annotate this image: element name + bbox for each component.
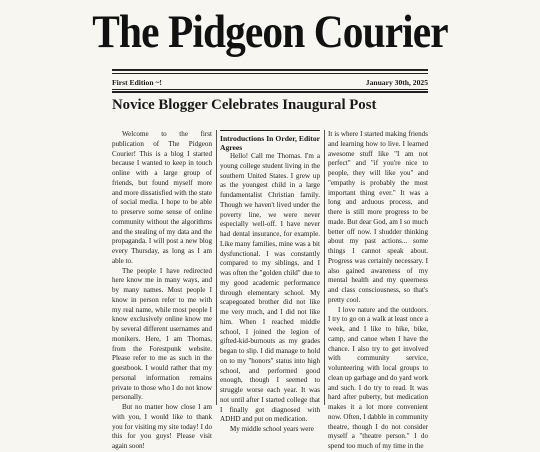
column-divider	[324, 130, 325, 405]
column-2	[220, 130, 320, 433]
edition-rule	[112, 91, 428, 93]
column-2-paragraph: My middle school years were	[230, 425, 314, 433]
edition-bar	[112, 76, 428, 89]
masthead-rule	[112, 69, 428, 71]
edition-rule-thin	[112, 89, 428, 90]
column-3-paragraph: I love nature and the outdoors. I try to go on a walk at least once a week, and I like to hike, bike, camp, and canoe when I have the chance. I also try to get involved with community service, volunteering with local groups to clean up garbage and do yard work and such. I do try to read. It was hard after puberty, but medication makes it a lot more convenient now. Often, I dabble in community theatre, though I do not consider myself a "theatre person." I do spend too much of my time in the	[328, 305, 428, 450]
article-rule	[220, 130, 320, 131]
column-1-paragraph: But no matter how close I am with you, I would like to thank you for visiting my site today! I do this for you guys! Please visit again soon!	[112, 403, 212, 450]
column-3	[328, 130, 428, 450]
column-2-paragraph: Hello! Call me Thomas. I'm a young college student living in the southern United States. I grew up as the youngest child in a large fundamentalist Christian family. Though we haven't lived under the poverty line, we were never especially well-off. I have never had dental insurance, for example. Like many families, mine was a bit dysfunctional. I was constantly compared to my siblings, and I was often the "golden child" due to my good academic performance through elementary school. My scapegoated brother did not like me very much, and I did not like him. When I reached middle school, I joined the legion of gifted-kid-burnouts as my grades began to slip. I did manage to hold on to my "honors" status into high school, and performed good enough, though I seemed to struggle worse each year. It was not until after I started college that I finally got diagnosed with ADHD and put on medication.	[220, 152, 320, 424]
page-headline: Novice Blogger Celebrates Inaugural Post	[112, 97, 377, 113]
column-1-paragraph: The people I have redirected here know me in many ways, and by many names. Most people I know in person refer to me with my real name, while most people I know exclusively online know me by several different usernames and monikers. Here, I am Thomas, from the Forestpunk website. Please refer to me as such in the guestbook. I would rather that my personal information remains private to those who I do not know personally.	[112, 266, 212, 402]
masthead-rule-thin	[112, 73, 428, 74]
column-1	[112, 130, 212, 450]
masthead-title: The Pidgeon Courier	[92, 6, 448, 58]
column-divider	[216, 130, 217, 405]
column-1-paragraph: Welcome to the first publication of The Pidgeon Courier! This is a blog I started because I wanted to keep in touch online with a large group of friends, but found myself more and more dissatisfied with the state of social media. I hope to be able to preserve some sense of online community without the algorithms and the stealing of my data and the propaganda. I will post a new blog every Thursday, as long as I am able to.	[112, 130, 212, 265]
column-3-paragraph: It is where I started making friends and learning how to live. I learned awesome stuff like "I am not perfect" and "if you're nice to people, they will like you" and "empathy is probably the most important thing ever." It was a long and arduous process, and there is still more progress to be made. But dear God, am I so much better off now. I shudder thinking about my past actions... some things I cannot speak about. Progress was certainly necessary. I also gained awareness of my mental health and my queerness and class consciousness, so that's pretty cool.	[328, 130, 428, 304]
edition-label: First Edition ~!	[112, 78, 162, 87]
edition-date: January 30th, 2025	[365, 78, 428, 87]
article-title: Introductions In Order, Editor Agrees	[220, 134, 320, 152]
